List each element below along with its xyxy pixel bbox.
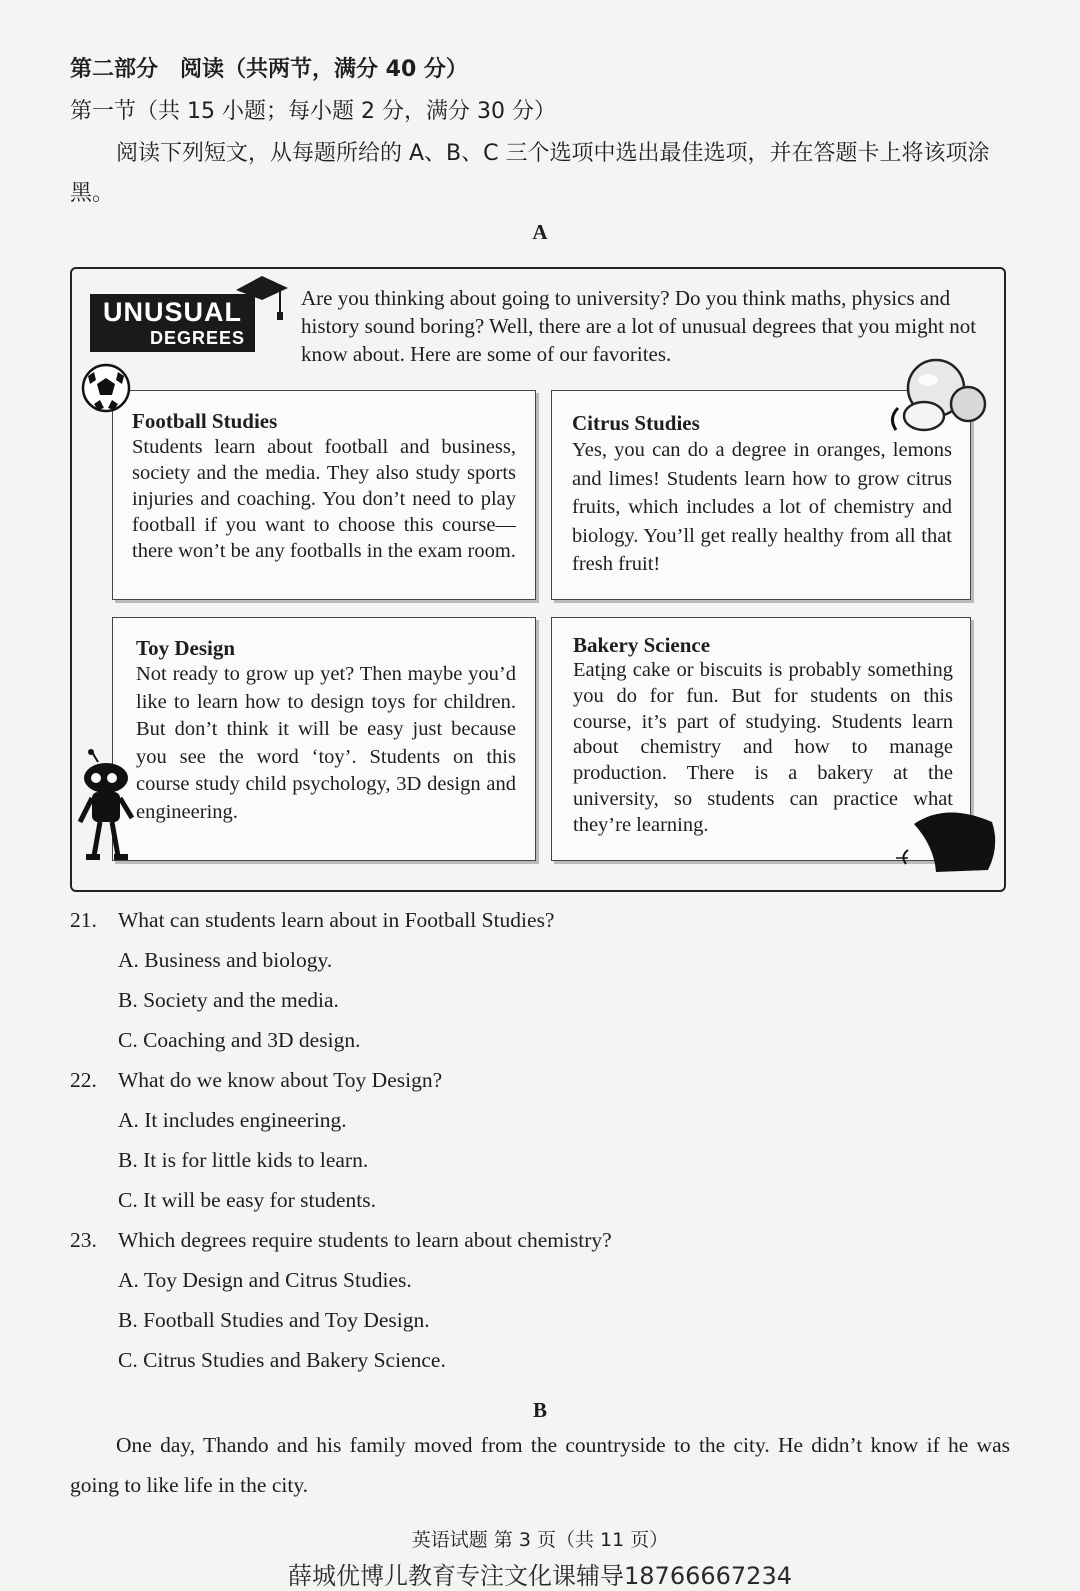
answer-option[interactable]: C. Citrus Studies and Bakery Science. (118, 1348, 446, 1372)
answer-option[interactable]: B. Society and the media. (118, 988, 339, 1012)
unusual-degrees-logo (90, 294, 255, 352)
card-title: Football Studies (132, 409, 278, 433)
card-toy-text (136, 635, 516, 827)
part-title: 第二部分 阅读（共两节，满分 40 分） (70, 57, 468, 82)
instruction-text: 阅读下列短文，从每题所给的 A、B、C 三个选项中选出最佳选项，并在答题卡上将该项涂黑。 (70, 141, 990, 206)
question-number: 22. (70, 1068, 97, 1092)
questions-list (70, 900, 1010, 1380)
card-body: Not ready to grow up yet? Then maybe you’d like to learn how to design toys for children. But don’t think it will be easy just because you see the word ‘toy’. Students on this course study child psychology, 3D design and engineering. (136, 663, 516, 823)
answer-option[interactable]: A. Toy Design and Citrus Studies. (118, 1268, 412, 1292)
question-block (70, 1220, 1010, 1380)
citrus-fruit-icon (884, 356, 994, 440)
question-block (70, 900, 1010, 1060)
card-football-text (132, 408, 516, 564)
watermark-text: 薛城优博儿教育专注文化课辅导18766667234 (288, 1562, 792, 1590)
passage-b-label: B (532, 1398, 547, 1422)
graduation-cap-icon (232, 268, 288, 328)
answer-option[interactable]: C. Coaching and 3D design. (118, 1028, 361, 1052)
answer-option[interactable]: A. It includes engineering. (118, 1108, 347, 1132)
passage-a-label: A (532, 220, 548, 244)
question-text: What do we know about Toy Design? (118, 1068, 443, 1092)
question-stem (70, 1060, 1010, 1100)
card-title: Toy Design (136, 636, 236, 660)
football-icon (80, 362, 132, 414)
answer-option[interactable]: B. It is for little kids to learn. (118, 1148, 369, 1172)
passage-intro: Are you thinking about going to university? Do you think maths, physics and history sound boring? Well, there are a lot of unusual degrees that you might not know about. Here are some of our favorites. (301, 286, 977, 366)
question-stem (70, 1220, 1010, 1260)
question-text: What can students learn about in Football Studies? (118, 908, 555, 932)
answer-option[interactable]: B. Football Studies and Toy Design. (118, 1308, 430, 1332)
logo-line1: UNUSUAL (103, 297, 242, 327)
question-number: 21. (70, 908, 97, 932)
page-footer: 英语试题 第 3 页（共 11 页） (411, 1529, 669, 1551)
card-body: Yes, you can do a degree in oranges, lemons and limes! Students learn how to grow citrus fruits, which includes a lot of chemistry and biology. You’ll get really healthy from all that fresh fruit! (572, 439, 952, 575)
answer-option[interactable]: A. Business and biology. (118, 948, 333, 972)
question-number: 23. (70, 1228, 97, 1252)
card-title: Bakery Science (573, 633, 711, 657)
card-body: Students learn about football and business, society and the media. They also study sports injuries and coaching. You don’t need to play football if you want to choose this course—there won’t be any footballs in the exam room. (132, 436, 516, 562)
question-stem (70, 900, 1010, 940)
toy-robot-icon (76, 748, 138, 868)
card-body: Eatįng cake or biscuits is probably something you do for fun. But for students on this course, it’s part of studying. Students learn about chemistry and how to manage production. There is a bakery at the university, so students can practice what they’re learning. (573, 659, 953, 836)
answer-option[interactable]: C. It will be easy for students. (118, 1188, 376, 1212)
bread-icon (896, 806, 1000, 876)
question-block (70, 1060, 1010, 1220)
passage-b-paragraph: One day, Thando and his family moved from the countryside to the city. He didn’t know if he was going to like life in the city. (70, 1433, 1010, 1497)
question-text: Which degrees require students to learn about chemistry? (118, 1228, 612, 1252)
section-title: 第一节（共 15 小题；每小题 2 分，满分 30 分） (70, 99, 556, 124)
logo-line2: DEGREES (149, 328, 245, 348)
card-title: Citrus Studies (572, 411, 700, 435)
